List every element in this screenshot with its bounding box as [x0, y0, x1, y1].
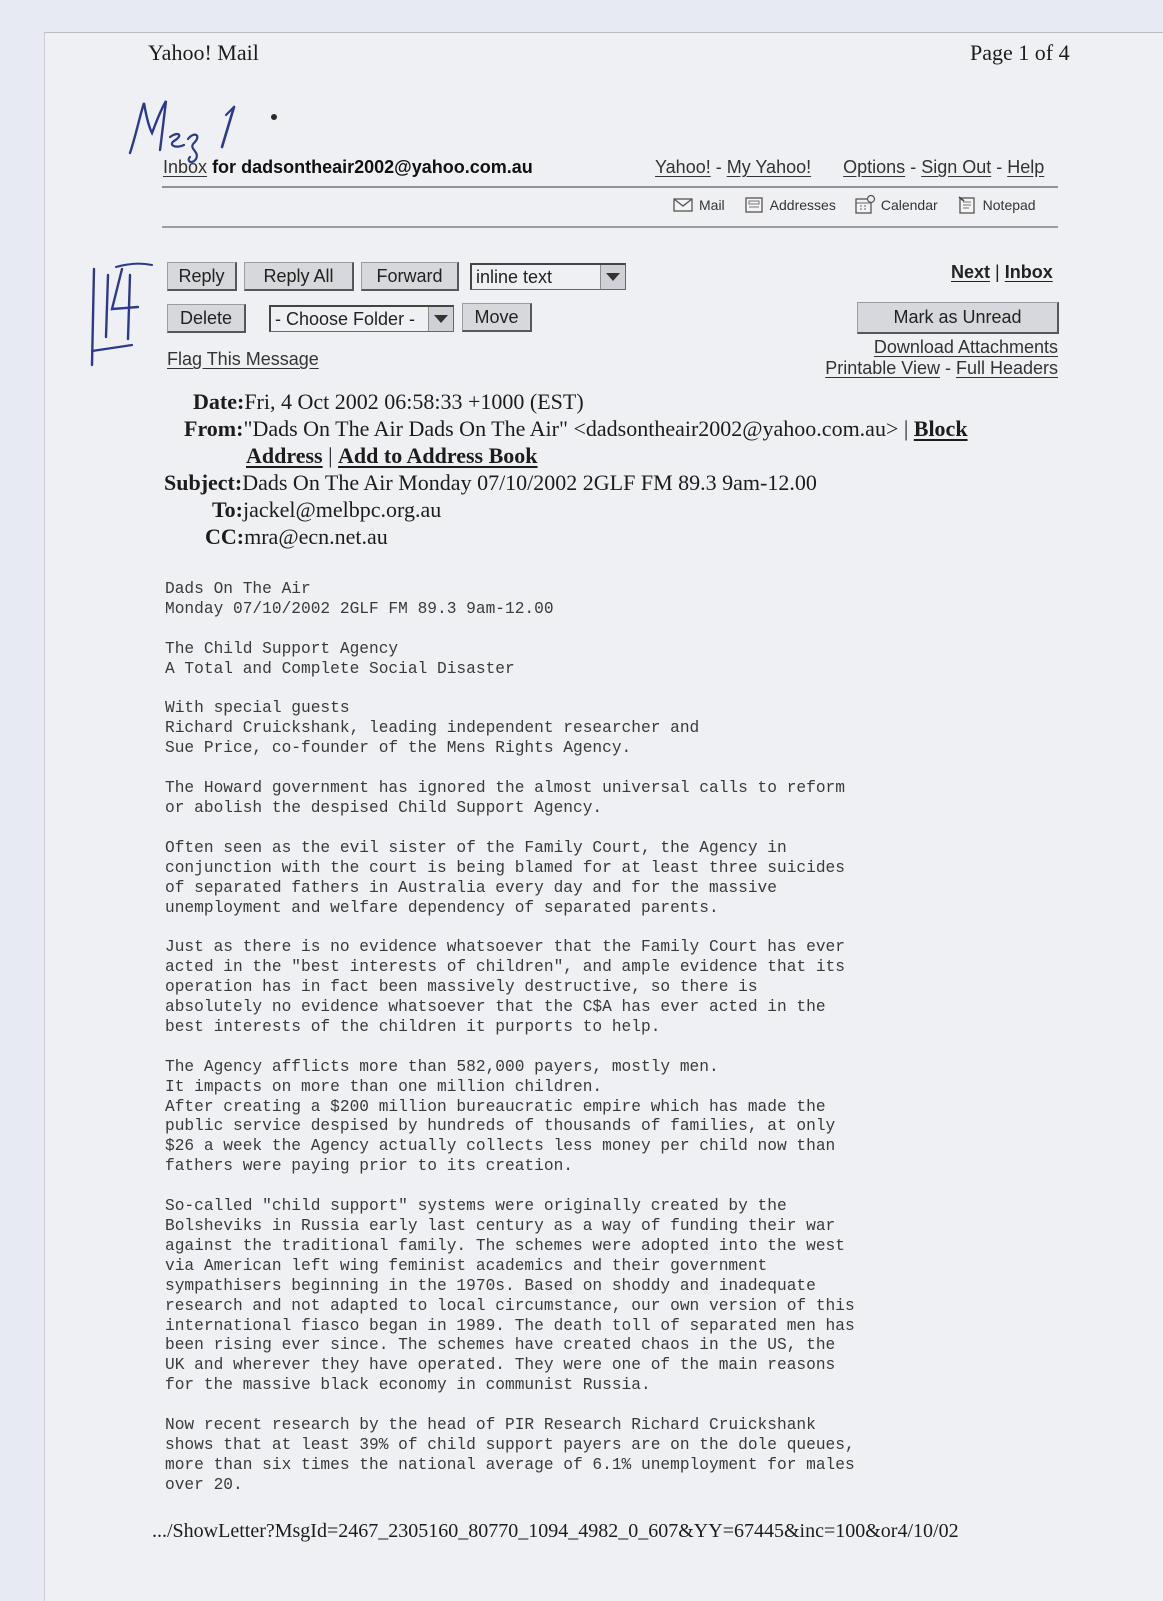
to-row — [160, 496, 968, 523]
print-footer — [152, 1520, 959, 1543]
help-link[interactable]: Help — [1007, 157, 1045, 177]
block-address-link-part1[interactable]: Block — [913, 416, 968, 441]
top-links — [655, 157, 1044, 178]
footer-url: .../ShowLetter?MsgId=2467_2305160_80770_1094_4982_0_607&YY=67445&inc=100&or — [152, 1520, 898, 1542]
mailbox-address: dadsontheair2002@yahoo.com.au — [241, 157, 533, 177]
subject-label: Subject: — [164, 470, 243, 495]
yahoo-link[interactable]: Yahoo! — [655, 157, 711, 177]
for-label: for — [212, 157, 237, 177]
nav-notepad-label: Notepad — [982, 197, 1036, 213]
print-header-title: Yahoo! Mail — [148, 40, 259, 65]
to-label: To: — [212, 497, 243, 522]
choose-folder-value: - Choose Folder - — [275, 308, 416, 329]
date-value: Fri, 4 Oct 2002 06:58:33 +1000 (EST) — [244, 389, 584, 414]
nav-divider — [162, 226, 1058, 228]
cc-value: mra@ecn.net.au — [244, 524, 388, 549]
forward-format-select[interactable] — [470, 263, 626, 290]
separator: - — [939, 358, 956, 378]
mailbox-heading — [163, 157, 533, 178]
message-headers — [160, 388, 968, 550]
move-button[interactable]: Move — [462, 303, 532, 332]
inbox-link[interactable]: Inbox — [163, 157, 208, 177]
handwritten-note-side — [86, 255, 156, 375]
nav-addresses[interactable] — [743, 194, 836, 216]
notepad-icon — [956, 194, 978, 216]
subject-row — [160, 469, 968, 496]
header-divider — [162, 186, 1058, 188]
reply-all-button[interactable]: Reply All — [244, 262, 354, 291]
separator: | — [990, 262, 1005, 282]
nav-mail-label: Mail — [699, 197, 725, 213]
nav-calendar[interactable] — [854, 194, 938, 216]
date-label: Date: — [193, 389, 245, 414]
address-book-icon — [743, 194, 765, 216]
forward-format-value: inline text — [476, 266, 553, 287]
options-link[interactable]: Options — [843, 157, 906, 177]
sign-out-link[interactable]: Sign Out — [921, 157, 992, 177]
subject-value: Dads On The Air Monday 07/10/2002 2GLF FM 89.3 9am-12.00 — [242, 470, 817, 495]
date-row — [160, 388, 968, 415]
to-value: jackel@melbpc.org.au — [242, 497, 442, 522]
chevron-down-icon — [428, 307, 453, 331]
forward-button[interactable]: Forward — [361, 262, 459, 291]
inbox-nav-link[interactable]: Inbox — [1004, 262, 1053, 282]
message-navigation — [951, 262, 1053, 283]
footer-date: 4/10/02 — [897, 1520, 959, 1542]
flag-message-link[interactable]: Flag This Message — [167, 349, 319, 369]
add-to-address-book-link[interactable]: Add to Address Book — [338, 443, 538, 468]
separator: - — [905, 157, 922, 177]
chevron-down-icon — [600, 265, 625, 289]
message-options — [825, 337, 1058, 379]
nav-mail[interactable] — [672, 194, 725, 216]
next-link[interactable]: Next — [951, 262, 991, 282]
delete-button[interactable]: Delete — [167, 304, 246, 333]
reply-button[interactable]: Reply — [167, 262, 237, 291]
nav-notepad[interactable] — [956, 194, 1036, 216]
calendar-icon — [854, 194, 876, 216]
printable-view-link[interactable]: Printable View — [825, 358, 940, 378]
from-row-continued — [160, 442, 968, 469]
from-label: From: — [184, 416, 244, 441]
from-row — [160, 415, 968, 442]
from-value: "Dads On The Air Dads On The Air" <dadsontheair2002@yahoo.com.au> | — [243, 416, 914, 441]
block-address-link-part2[interactable]: Address — [246, 443, 323, 468]
separator: | — [322, 443, 339, 468]
app-nav — [672, 194, 1036, 216]
mail-icon — [672, 194, 694, 216]
handwritten-note-top — [122, 95, 282, 165]
cc-row — [160, 523, 968, 550]
choose-folder-select[interactable] — [269, 305, 454, 332]
nav-calendar-label: Calendar — [880, 197, 938, 213]
download-attachments-link[interactable]: Download Attachments — [873, 337, 1058, 357]
my-yahoo-link[interactable]: My Yahoo! — [726, 157, 812, 177]
full-headers-link[interactable]: Full Headers — [955, 358, 1058, 378]
page-indicator: Page 1 of 4 — [970, 40, 1070, 65]
separator: - — [991, 157, 1008, 177]
message-body: Dads On The Air Monday 07/10/2002 2GLF FM 89.3 9am-12.00 The Child Support Agency A Total and Complete Social Disaster With special guests Richard Cruickshank, leading independent researcher and Sue Price, co-founder of the Mens Rights Agency. The Howard government has ignored the almost universal calls to reform or abolish the despised Child Support Agency. Often seen as the evil sister of the Family Court, the Agency in conjunction with the court is being blamed for at least three suicides of separated fathers in Australia every day and for the massive unemployment and welfare dependency of separated parents. Just as there is no evidence whatsoever that the Family Court has ever acted in the "best interests of children", and ample evidence that its operation has in fact been massively destructive, so there is absolutely no evidence whatsoever that the C$A has ever acted in the best interests of the children it purports to help. The Agency afflicts more than 582,000 payers, mostly men. It impacts on more than one million children. After creating a $200 million bureaucratic empire which has made the public service despised by hundreds of thousands of families, at only $26 a week the Agency actually collects less money per child now than fathers were paying prior to its creation. So-called "child support" systems were originally created by the Bolsheviks in Russia early last century as a way of funding their war against the traditional family. The schemes were adopted into the west via American left wing feminist academics and their government sympathisers beginning in the 1970s. Based on shoddy and inadequate research and not adapted to local circumstance, our own version of this international fiasco began in 1989. The death toll of separated men has been rising ever since. The schemes have created chaos in the US, the UK and wherever they have operated. They were one of the main reasons for the massive black economy in communist Russia. Now recent research by the head of PIR Research Richard Cruickshank shows that at least 39% of child support payers are on the dole queues, more than six times the national average of 6.1% unemployment for males over 20. — [165, 580, 855, 1494]
mark-as-unread-button[interactable]: Mark as Unread — [857, 302, 1059, 334]
cc-label: CC: — [205, 524, 245, 549]
nav-addresses-label: Addresses — [769, 197, 836, 213]
separator: - — [710, 157, 727, 177]
